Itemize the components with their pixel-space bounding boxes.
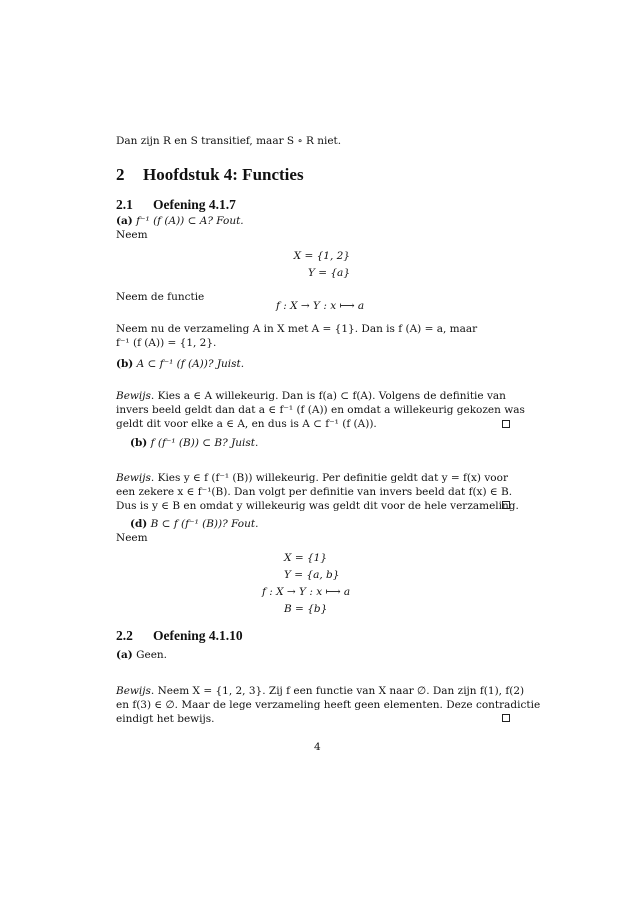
proof-c-line-1: Kies y ∈ f (f⁻¹ (B)) willekeurig. Per definitie geldt dat y = f(x) voor [157, 472, 508, 484]
proof-b-line-2: invers beeld geldt dan dat a ∈ f⁻¹ (f (A)) en omdat a willekeurig gekozen was [116, 404, 525, 416]
section-heading [116, 165, 304, 185]
neem-text: Neem [116, 229, 148, 241]
page-number: 4 [314, 741, 321, 753]
subsection-heading-2-1 [116, 197, 236, 213]
exercise-d-statement [130, 517, 510, 531]
subsection-title: Oefening 4.1.10 [153, 628, 243, 643]
proof-2-2-line-3: eindigt het bewijs. [116, 713, 215, 725]
proof-b-line-3: geldt dit voor elke a ∈ A, en dus is A ⊂ f⁻¹ (f (A)). [116, 418, 377, 430]
intro-text: Dan zijn R en S transitief, maar S ∘ R niet. [116, 135, 342, 147]
item-formula: B ⊂ f (f⁻¹ (B))? Fout. [150, 518, 259, 530]
exercise-a-statement [116, 214, 518, 242]
item-formula: f (f⁻¹ (B)) ⊂ B? Juist. [150, 437, 259, 449]
item-formula: f⁻¹ (f (A)) ⊂ A? Fout. [136, 215, 244, 227]
function-definition: f : X → Y : x ⟼ a [276, 300, 365, 312]
proof-c-line-3: Dus is y ∈ B en omdat y willekeurig was geldt dit voor de hele verzameling. [116, 500, 519, 512]
paragraph-a-line-2: f⁻¹ (f (A)) = {1, 2}. [116, 337, 217, 349]
proof-c [116, 471, 518, 513]
section-title: Hoofdstuk 4: Functies [143, 165, 304, 184]
proof-2-2 [116, 684, 541, 726]
item-label: (b) [116, 358, 134, 370]
subsection-number: 2.2 [116, 628, 133, 643]
item-answer: Geen. [136, 649, 168, 661]
subsection-number: 2.1 [116, 197, 133, 212]
paragraph-a-line-1: Neem nu de verzameling A in X met A = {1}. Dan is f (A) = a, maar [116, 323, 478, 335]
paragraph-a [116, 322, 518, 350]
set-y: Y = {a, b} [284, 569, 340, 581]
subsection-title: Oefening 4.1.7 [153, 197, 236, 212]
exercise-c-statement [130, 436, 510, 450]
subsection-heading-2-2 [116, 628, 243, 644]
exercise-b-statement [116, 357, 518, 371]
qed-square [502, 714, 510, 722]
neem-text: Neem [116, 532, 148, 544]
counterexample-definitions [262, 550, 375, 618]
item-label: (a) [116, 649, 133, 661]
set-b: B = {b} [284, 603, 328, 615]
proof-label: Bewijs. [116, 472, 155, 484]
set-y: Y = {a} [307, 267, 350, 279]
set-x: X = {1} [284, 552, 327, 564]
proof-2-2-line-2: en f(3) ∈ ∅. Maar de lege verzameling heeft geen elementen. Deze contradictie [116, 699, 541, 711]
neem-de-functie: Neem de functie [116, 291, 205, 303]
proof-label: Bewijs. [116, 390, 155, 402]
function-f: f : X → Y : x ⟼ a [262, 586, 351, 598]
item-label: (b) [130, 437, 148, 449]
proof-label: Bewijs. [116, 685, 155, 697]
set-x: X = {1, 2} [293, 250, 350, 262]
proof-2-2-line-1: Neem X = {1, 2, 3}. Zij f een functie van X naar ∅. Dan zijn f(1), f(2) [157, 685, 525, 697]
proof-b-line-1: Kies a ∈ A willekeurig. Dan is f(a) ⊂ f(A). Volgens de definitie van [157, 390, 506, 402]
set-definitions [268, 248, 350, 282]
item-formula: A ⊂ f⁻¹ (f (A))? Juist. [136, 358, 245, 370]
section-number: 2 [116, 165, 125, 184]
proof-b [116, 389, 525, 431]
qed-square [502, 420, 510, 428]
proof-c-line-2: een zekere x ∈ f⁻¹(B). Dan volgt per definitie van invers beeld dat f(x) ∈ B. [116, 486, 513, 498]
qed-square [502, 501, 510, 509]
exercise-2-2-a [116, 648, 518, 662]
item-label: (a) [116, 215, 133, 227]
item-label: (d) [130, 518, 148, 530]
